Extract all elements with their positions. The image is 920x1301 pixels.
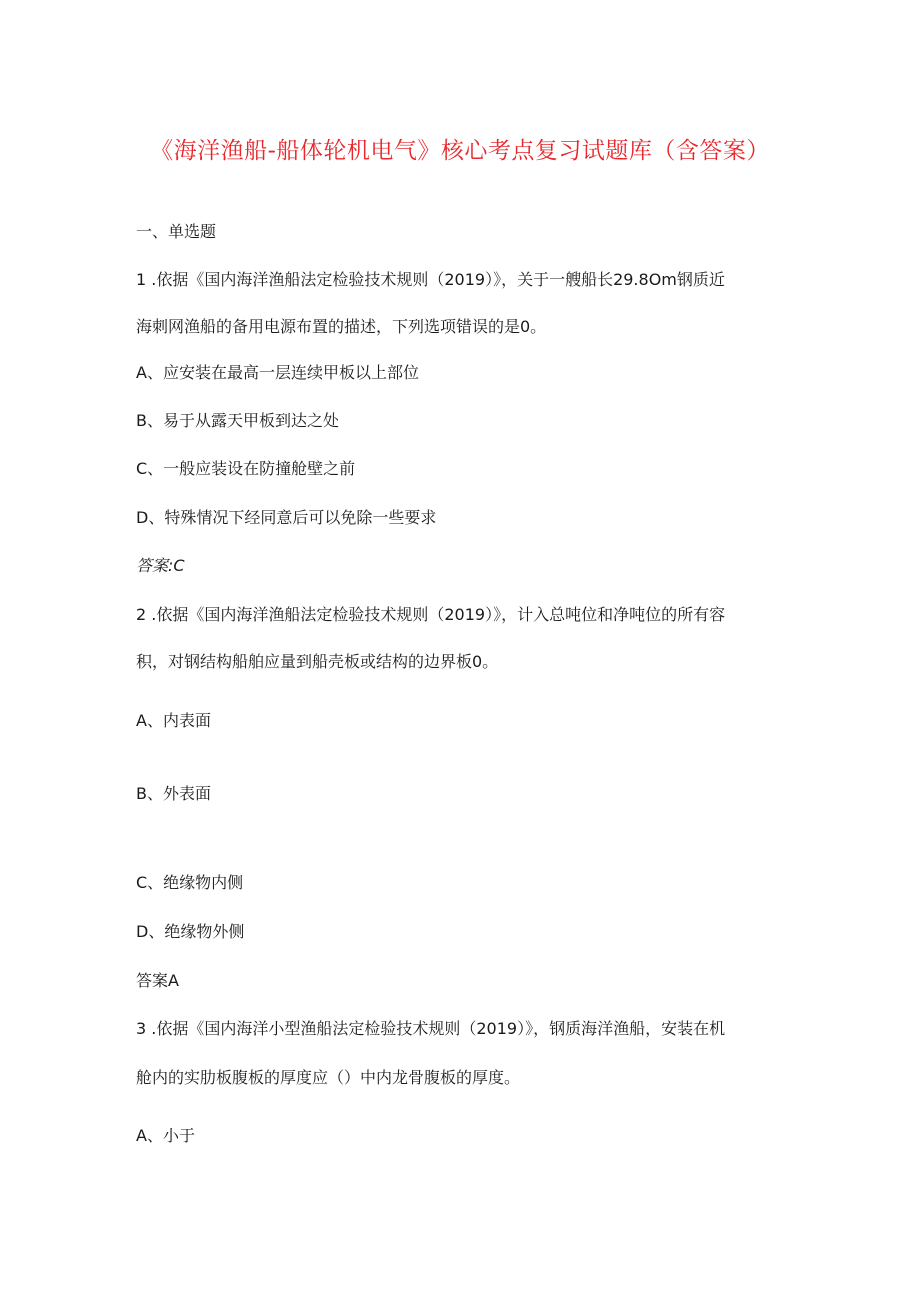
question-3-text-line-2: 舱内的实肋板腹板的厚度应（）中内龙骨腹板的厚度。 [136,1068,521,1087]
question-1-option-a: A、应安装在最高一层连续甲板以上部位 [136,363,419,382]
question-1-option-b: B、易于从露天甲板到达之处 [136,411,339,430]
question-2-text-line-1: 2 .依据《国内海洋渔船法定检验技术规则（2019）》，计入总吨位和净吨位的所有容 [136,605,726,624]
question-1-option-d: D、特殊情况下经同意后可以免除一些要求 [136,508,437,527]
question-2-option-b: B、外表面 [136,784,211,803]
question-3-option-a: A、小于 [136,1126,195,1145]
question-1-text-line-1: 1 .依据《国内海洋渔船法定检验技术规则（2019）》，关于一艘船长29.8Om钢质近 [136,270,725,289]
question-2-option-d: D、绝缘物外侧 [136,922,245,941]
question-2-option-c: C、绝缘物内侧 [136,873,244,892]
section-heading: 一、单选题 [136,222,217,241]
question-3-text-line-1: 3 .依据《国内海洋小型渔船法定检验技术规则（2019）》，钢质海洋渔船，安装在机 [136,1019,726,1038]
document-title: 《海洋渔船-船体轮机电气》核心考点复习试题库（含答案） [150,138,770,164]
question-1-option-c: C、一般应装设在防撞舱壁之前 [136,459,356,478]
question-2-answer: 答案A [136,971,179,990]
question-1-answer: 答案:C [136,556,185,575]
question-2-option-a: A、内表面 [136,711,211,730]
question-1-text-line-2: 海刺网渔船的备用电源布置的描述，下列选项错误的是0。 [136,317,547,336]
question-2-text-line-2: 积，对钢结构船舶应量到船壳板或结构的边界板0。 [136,652,499,671]
